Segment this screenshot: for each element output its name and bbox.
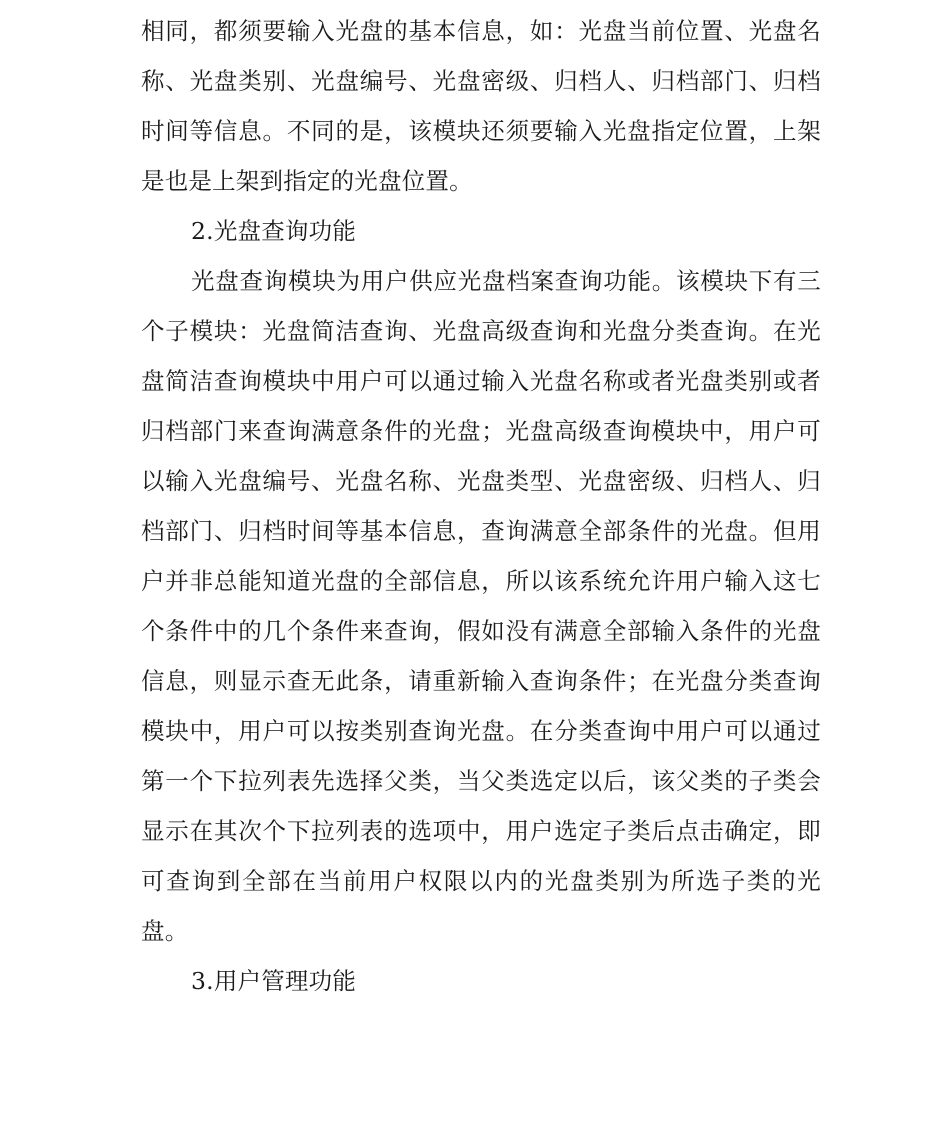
paragraph-line: 是也是上架到指定的光盘位置。 (141, 167, 473, 195)
paragraph-line: 显示在其次个下拉列表的选项中，用户选定子类后点击确定，即 (141, 817, 821, 845)
paragraph-line: 称、光盘类别、光盘编号、光盘密级、归档人、归档部门、归档 (141, 67, 821, 95)
section-heading-query: 2.光盘查询功能 (191, 217, 357, 245)
paragraph-line: 以输入光盘编号、光盘名称、光盘类型、光盘密级、归档人、归 (141, 467, 821, 495)
document-body (141, 6, 821, 1006)
paragraph-line: 个条件中的几个条件来查询，假如没有满意全部输入条件的光盘 (141, 617, 821, 645)
paragraph-line: 盘简洁查询模块中用户可以通过输入光盘名称或者光盘类别或者 (141, 367, 821, 395)
paragraph-line: 第一个下拉列表先选择父类，当父类选定以后，该父类的子类会 (141, 767, 821, 795)
paragraph-line: 个子模块：光盘简洁查询、光盘高级查询和光盘分类查询。在光 (141, 317, 821, 345)
paragraph-line: 归档部门来查询满意条件的光盘；光盘高级查询模块中，用户可 (141, 417, 821, 445)
paragraph-line: 档部门、归档时间等基本信息，查询满意全部条件的光盘。但用 (141, 517, 821, 545)
paragraph-line: 可查询到全部在当前用户权限以内的光盘类别为所选子类的光 (141, 867, 821, 895)
paragraph-line: 光盘查询模块为用户供应光盘档案查询功能。该模块下有三 (191, 267, 821, 295)
section-heading-user-management: 3.用户管理功能 (191, 967, 357, 995)
paragraph-line: 盘。 (141, 917, 189, 945)
paragraph-line: 相同，都须要输入光盘的基本信息，如：光盘当前位置、光盘名 (141, 17, 821, 45)
paragraph-line: 信息，则显示查无此条，请重新输入查询条件；在光盘分类查询 (141, 667, 821, 695)
paragraph-line: 模块中，用户可以按类别查询光盘。在分类查询中用户可以通过 (141, 717, 821, 745)
paragraph-line: 时间等信息。不同的是，该模块还须要输入光盘指定位置，上架 (141, 117, 821, 145)
paragraph-line: 户并非总能知道光盘的全部信息，所以该系统允许用户输入这七 (141, 567, 821, 595)
